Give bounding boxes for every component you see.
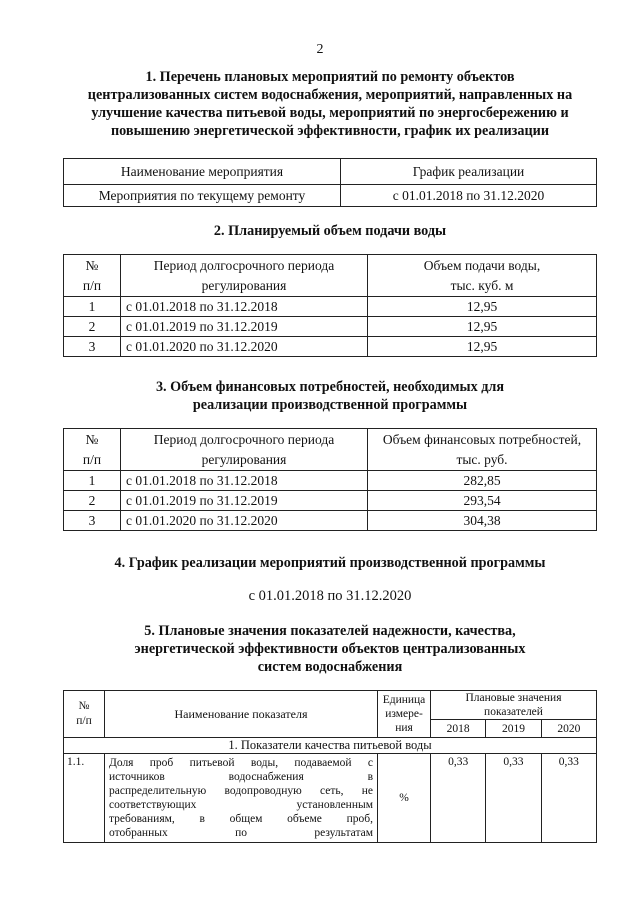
header-volume: Объем подачи воды, тыс. куб. м [368,255,597,297]
page-number: 2 [316,42,324,57]
cell-schedule: с 01.01.2018 по 31.12.2020 [341,185,597,207]
header-year-2019: 2019 [486,720,541,738]
header-num: № п/п [64,691,105,738]
section2-heading: 2. Планируемый объем подачи воды [213,223,447,239]
cell-unit: % [378,754,431,843]
header-num: № п/п [64,429,121,471]
header-unit: Единица измере- ния [378,691,431,738]
table-row: 3 с 01.01.2020 по 31.12.2020 304,38 [64,511,597,531]
header-financial-needs: Объем финансовых потребностей, тыс. руб. [368,429,597,471]
section5-heading: 5. Плановые значения показателей надежности, качества, энергетической эффективности объектов централизованных систем водоснабжения [134,623,526,675]
water-volume-table [63,254,597,357]
cell-value-2019: 0,33 [486,754,541,843]
section4-period: с 01.01.2018 по 31.12.2020 [248,588,412,604]
header-planned-values: Плановые значения показателей [431,691,597,720]
financial-needs-table [63,428,597,531]
header-year-2020: 2020 [541,720,596,738]
subsection-water-quality: 1. Показатели качества питьевой воды [64,738,597,754]
table-row: 2 с 01.01.2019 по 31.12.2019 293,54 [64,491,597,511]
cell-value-2020: 0,33 [541,754,596,843]
header-activity-name: Наименование мероприятия [64,159,341,185]
activities-table [63,158,597,207]
header-year-2018: 2018 [431,720,486,738]
header-indicator-name: Наименование показателя [105,691,378,738]
header-period: Период долгосрочного периода регулирования [121,255,368,297]
table-row: 2 с 01.01.2019 по 31.12.2019 12,95 [64,317,597,337]
table-row: 1 с 01.01.2018 по 31.12.2018 282,85 [64,471,597,491]
indicators-table [63,690,597,843]
cell-indicator-text: Доля проб питьевой воды, подаваемой с источников водоснабжения в распределительную водопроводную сеть, не соответствующих установленным требованиям, в общем объеме проб, отобранных по результатам [105,754,378,843]
section4-heading: 4. График реализации мероприятий производственной программы [114,555,546,571]
cell-row-number: 1.1. [64,754,105,843]
table-row: 3 с 01.01.2020 по 31.12.2020 12,95 [64,337,597,357]
section3-heading: 3. Объем финансовых потребностей, необходимых для реализации производственной программы [155,379,505,413]
header-schedule: График реализации [341,159,597,185]
cell-value-2018: 0,33 [431,754,486,843]
section1-heading: 1. Перечень плановых мероприятий по ремонту объектов централизованных систем водоснабжения, мероприятий, направленных на улучшение качества питьевой воды, мероприятий по энергосбережению и повышению энергетической эффективности, график их реализации [87,69,573,139]
cell-activity-name: Мероприятия по текущему ремонту [64,185,341,207]
table-row [64,754,597,843]
header-period: Период долгосрочного периода регулирования [121,429,368,471]
header-num: № п/п [64,255,121,297]
table-row: 1 с 01.01.2018 по 31.12.2018 12,95 [64,297,597,317]
